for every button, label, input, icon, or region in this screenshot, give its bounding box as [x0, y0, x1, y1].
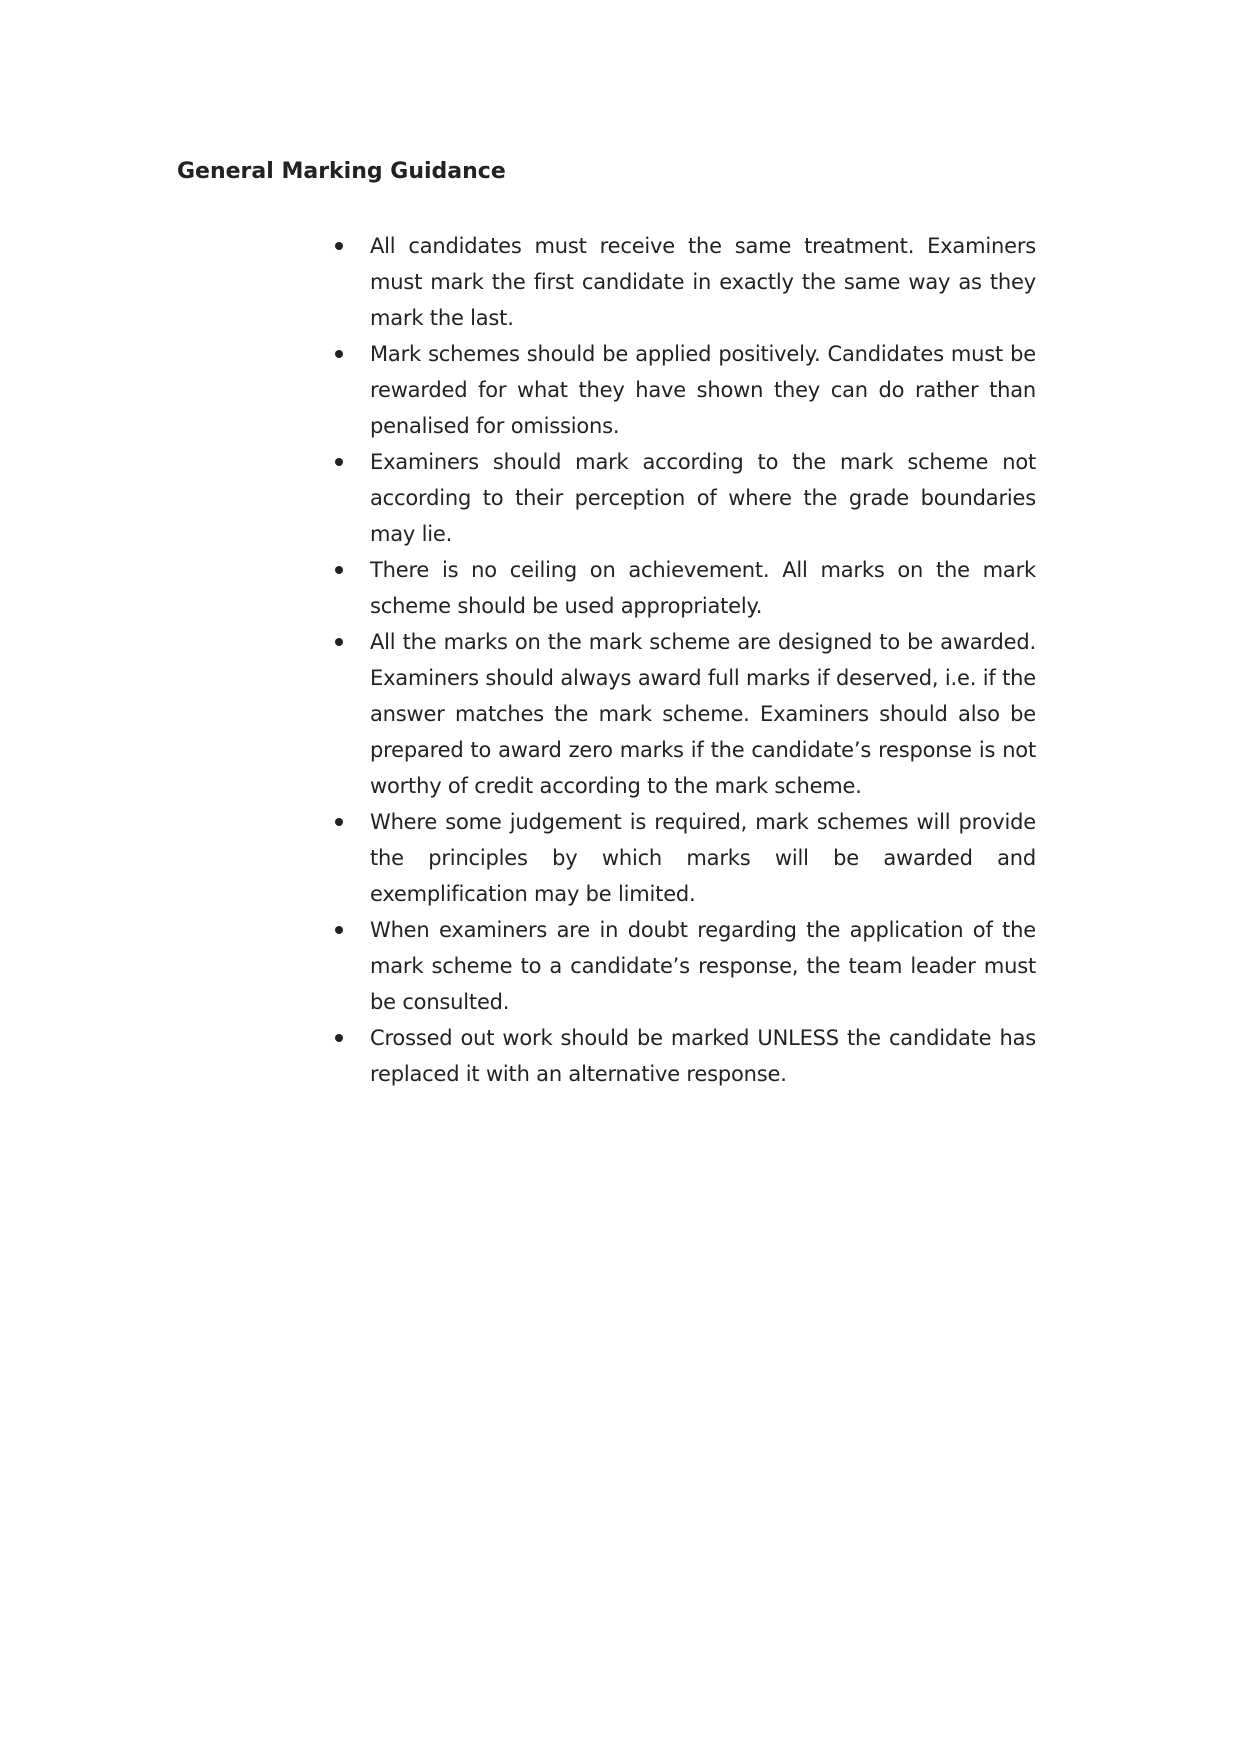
guidance-item-text: When examiners are in doubt regarding the application of the mark scheme to a candidate’s response, the team leader must be consulted.: [370, 918, 1036, 1014]
guidance-item-text: Where some judgement is required, mark schemes will provide the principles by which marks will be awarded and exemplification may be limited.: [370, 810, 1036, 906]
guidance-item-text: Examiners should mark according to the mark scheme not according to their perception of where the grade boundaries may lie.: [370, 450, 1036, 546]
guidance-item: [370, 336, 1036, 444]
bullet-icon: [335, 926, 343, 934]
guidance-item: [370, 624, 1036, 804]
guidance-item: [370, 912, 1036, 1020]
guidance-list: [370, 228, 1036, 1092]
bullet-icon: [335, 566, 343, 574]
bullet-icon: [335, 638, 343, 646]
bullet-icon: [335, 458, 343, 466]
guidance-item-text: Crossed out work should be marked UNLESS the candidate has replaced it with an alternative response.: [370, 1026, 1036, 1086]
bullet-icon: [335, 350, 343, 358]
guidance-item: [370, 444, 1036, 552]
guidance-item: [370, 552, 1036, 624]
bullet-icon: [335, 242, 343, 250]
guidance-item: [370, 804, 1036, 912]
bullet-icon: [335, 1034, 343, 1042]
page-heading: General Marking Guidance: [177, 159, 506, 184]
guidance-item-text: All the marks on the mark scheme are designed to be awarded. Examiners should always award full marks if deserved, i.e. if the answer matches the mark scheme. Examiners should also be prepared to award zero marks if the candidate’s response is not worthy of credit according to the mark scheme.: [370, 630, 1036, 798]
guidance-item-text: Mark schemes should be applied positively. Candidates must be rewarded for what they have shown they can do rather than penalised for omissions.: [370, 342, 1036, 438]
guidance-item: [370, 1020, 1036, 1092]
guidance-item-text: All candidates must receive the same treatment. Examiners must mark the first candidate in exactly the same way as they mark the last.: [370, 234, 1036, 330]
bullet-icon: [335, 818, 343, 826]
guidance-item: [370, 228, 1036, 336]
guidance-item-text: There is no ceiling on achievement. All marks on the mark scheme should be used appropriately.: [370, 558, 1036, 618]
